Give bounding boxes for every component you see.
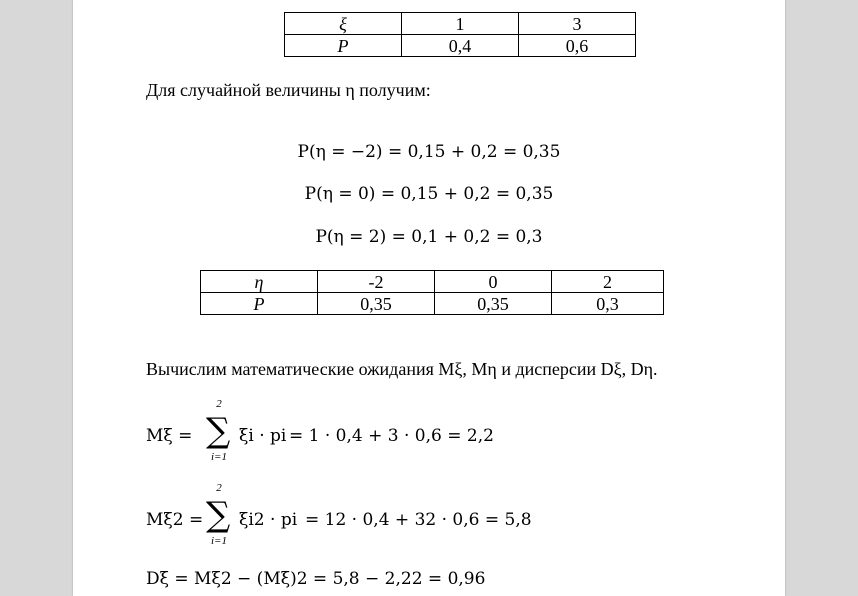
- table-cell: P: [201, 293, 318, 315]
- table-row: [285, 35, 636, 57]
- second-moment-lhs: Mξ2 =: [146, 510, 204, 530]
- table-cell: 0,4: [402, 35, 519, 57]
- table-cell: ξ: [285, 13, 402, 35]
- table-row: [201, 271, 664, 293]
- table-cell: P: [285, 35, 402, 57]
- mean-formula-rhs: = 1 · 0,4 + 3 · 0,6 = 2,2: [289, 426, 494, 446]
- table-cell: 0,3: [552, 293, 664, 315]
- table-cell: -2: [318, 271, 435, 293]
- sum-upper-limit: 2: [216, 482, 222, 494]
- table-cell: 1: [402, 13, 519, 35]
- table-cell: 0,35: [435, 293, 552, 315]
- eta-distribution-table: [200, 270, 664, 315]
- sum-upper-limit: 2: [216, 398, 222, 410]
- mean-formula-lhs: Mξ =: [146, 426, 193, 446]
- second-moment-term: ξi2 · pi: [239, 510, 298, 530]
- eta-intro-paragraph: Для случайной величины η получим:: [146, 80, 431, 100]
- variance-formula: Dξ = Mξ2 − (Mξ)2 = 5,8 − 2,22 = 0,96: [146, 569, 486, 589]
- document-page: [73, 0, 785, 596]
- table-cell: 2: [552, 271, 664, 293]
- table-row: [285, 13, 636, 35]
- second-moment-rhs: = 12 · 0,4 + 32 · 0,6 = 5,8: [305, 510, 532, 530]
- sigma-symbol: ∑: [206, 495, 231, 535]
- xi-distribution-table: [284, 12, 636, 57]
- sigma-symbol: ∑: [206, 411, 231, 451]
- equation-eta-zero: P(η = 0) = 0,15 + 0,2 = 0,35: [304, 184, 554, 204]
- table-cell: η: [201, 271, 318, 293]
- sum-lower-limit: i=1: [211, 535, 227, 547]
- equation-eta-minus-two: P(η = −2) = 0,15 + 0,2 = 0,35: [297, 142, 561, 162]
- table-row: [201, 293, 664, 315]
- sum-lower-limit: i=1: [211, 451, 227, 463]
- table-cell: 0,35: [318, 293, 435, 315]
- compute-paragraph: Вычислим математические ожидания Mξ, Mη и дисперсии Dξ, Dη.: [146, 359, 658, 379]
- mean-formula-term: ξi · pi: [239, 426, 287, 446]
- table-cell: 0,6: [519, 35, 636, 57]
- equation-eta-two: P(η = 2) = 0,1 + 0,2 = 0,3: [315, 227, 543, 247]
- table-cell: 0: [435, 271, 552, 293]
- table-cell: 3: [519, 13, 636, 35]
